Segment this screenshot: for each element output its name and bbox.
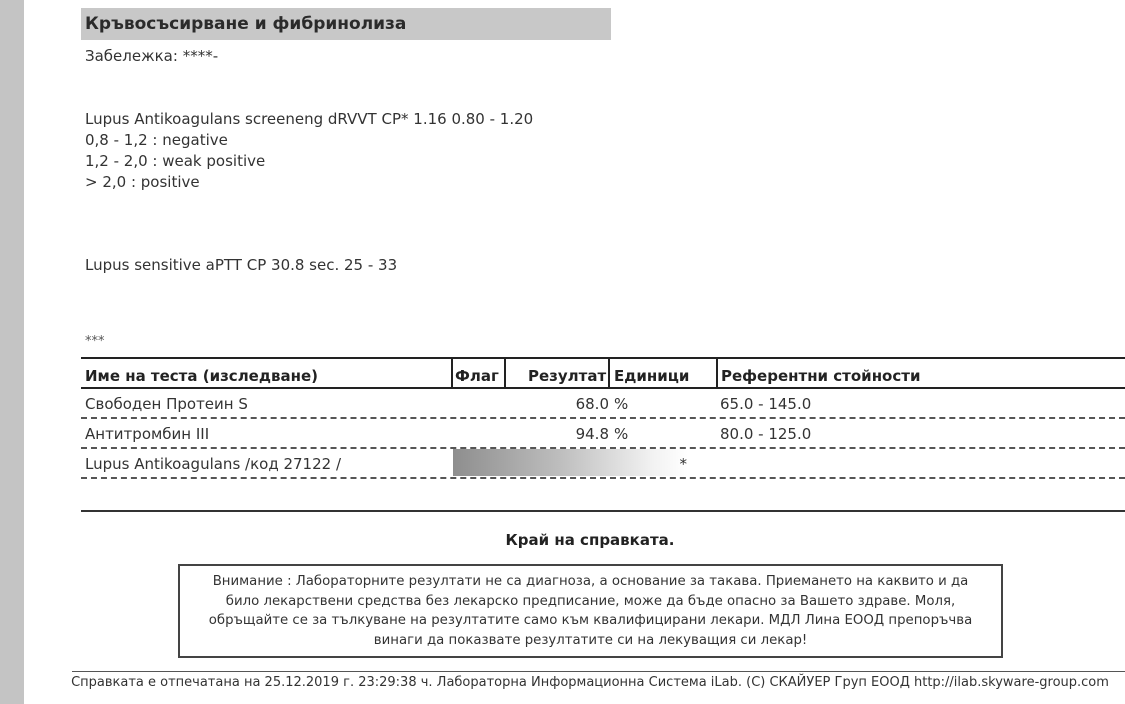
header-flag: Флаг [455,367,499,385]
report-line-positive: > 2,0 : positive [85,173,200,191]
separator-stars: *** [85,334,105,349]
cell-reference: 80.0 - 125.0 [720,425,812,443]
footer-divider [72,671,1125,672]
table-row [81,449,1125,479]
disclaimer-line: Внимание : Лабораторните резултати не са диагноза, а основание за такава. Приемането на каквито и да [212,574,969,589]
cell-result: * [679,455,687,473]
cell-reference: 65.0 - 145.0 [720,395,812,413]
header-divider [608,359,610,387]
header-result: Резултат [528,367,607,385]
report-line-weak-positive: 1,2 - 2,0 : weak positive [85,152,266,170]
section-title: Кръвосъсирване и фибринолиза [81,8,611,40]
header-reference: Референтни стойности [721,367,921,385]
end-of-report-title: Край на справката. [505,531,675,549]
report-line-drvvt: Lupus Antikoagulans screeneng dRVVT CP* 1.16 0.80 - 1.20 [85,110,534,128]
header-units: Единици [614,367,690,385]
report-line-aptt: Lupus sensitive aPTT CP 30.8 sec. 25 - 33 [85,256,398,274]
section-separator [81,510,1125,512]
cell-test-name: Lupus Antikoagulans /код 27122 / [85,455,341,473]
header-divider [451,359,453,387]
section-note: Забележка: ****- [85,47,219,65]
report-line-negative: 0,8 - 1,2 : negative [85,131,228,149]
table-row [81,419,1125,449]
header-divider [716,359,718,387]
results-table [81,357,1125,479]
cell-result: 94.8 [575,425,609,443]
table-row [81,389,1125,419]
cell-result: 68.0 [575,395,609,413]
disclaimer-line: било лекарствени средства без лекарско предписание, може да бъде опасно за Вашето здраве. Моля, [225,593,956,609]
cell-test-name: Антитромбин III [85,425,210,443]
cell-units: % [614,395,629,413]
header-divider [504,359,506,387]
disclaimer-line: обръщайте се за тълкуване на резултатите само към квалифицирани лекари. МДЛ Лина ЕООД препоръчва [208,613,973,628]
table-header [81,357,1125,389]
print-footer: Справката е отпечатана на 25.12.2019 г. 23:29:38 ч. Лабораторна Информационна Система iLab. (C) СКАЙУЕР Груп ЕООД http://ilab.skyware-group.com [71,675,1109,690]
disclaimer-line: винаги да показвате резултатите си на лекуващия си лекар! [373,632,808,648]
disclaimer-box [178,564,1003,658]
cell-units: % [614,425,629,443]
cell-test-name: Свободен Протеин S [85,395,248,413]
left-margin-bar [0,0,24,704]
flag-highlight [453,449,688,476]
header-test-name: Име на теста (изследване) [85,367,318,385]
